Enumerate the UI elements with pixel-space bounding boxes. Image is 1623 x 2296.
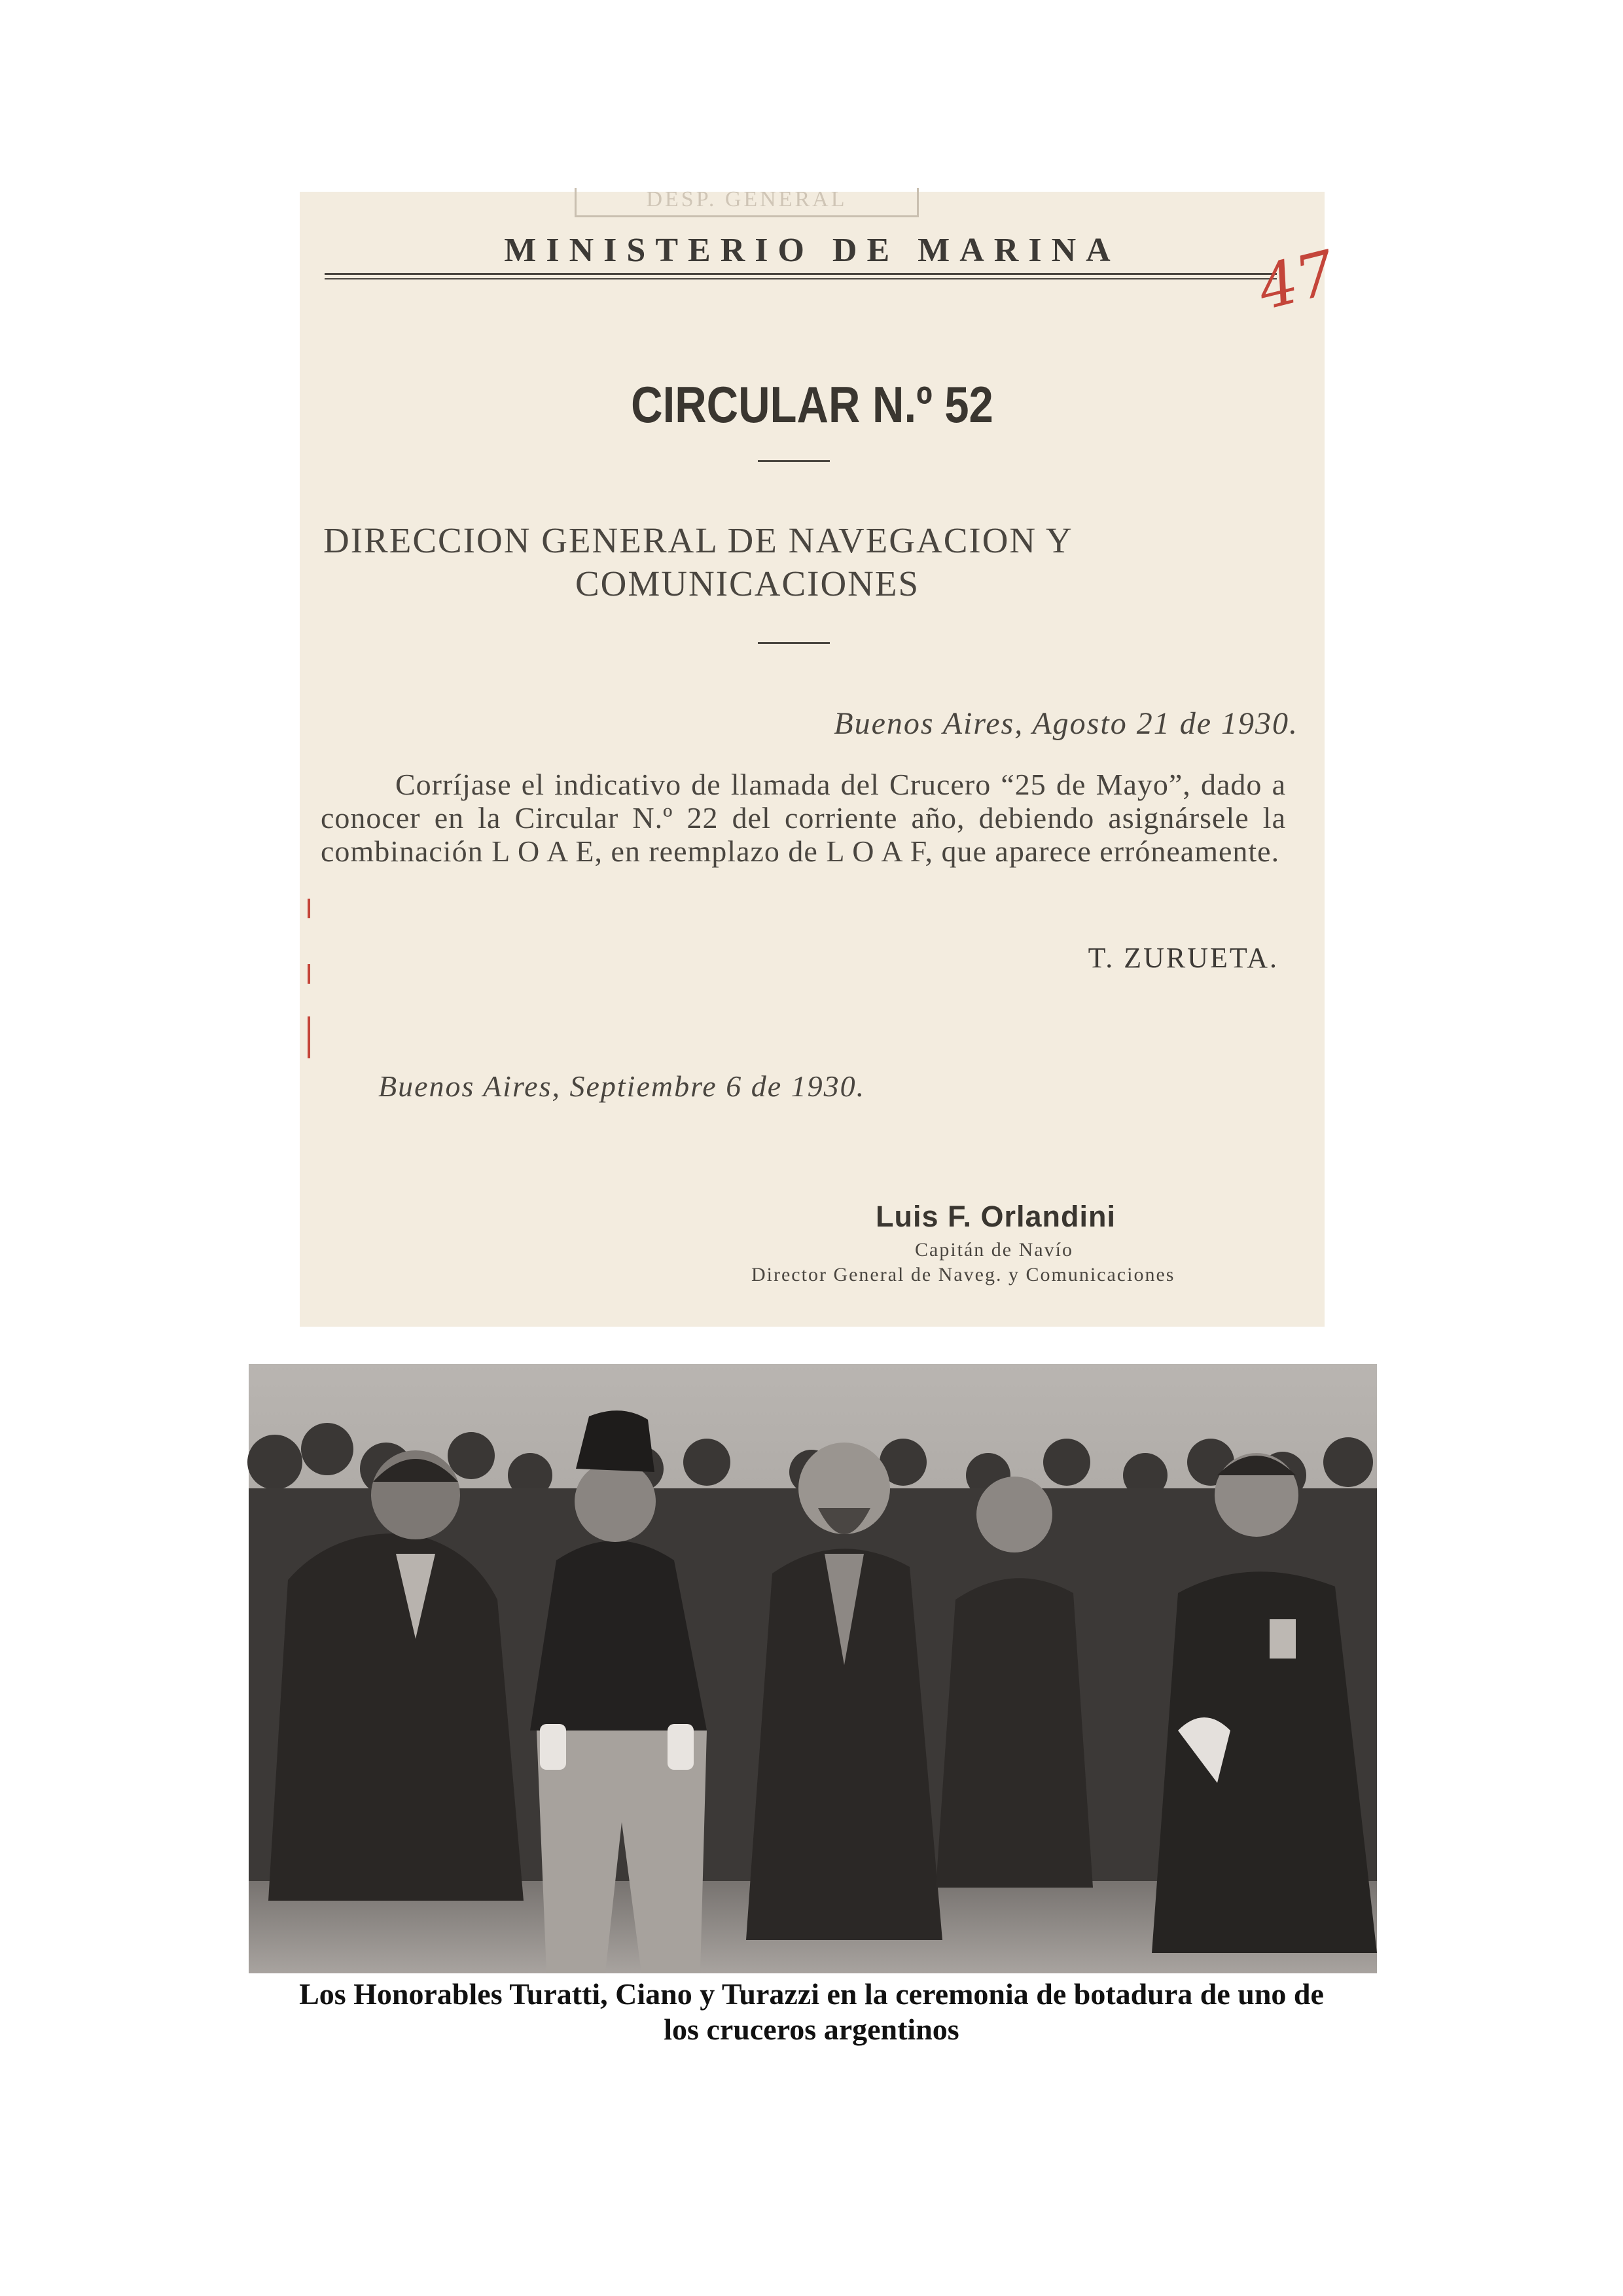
red-margin-mark	[308, 1016, 310, 1058]
separator-dash	[758, 642, 830, 644]
ceremony-photograph	[249, 1364, 1377, 1973]
signature-zurueta: T. ZURUETA.	[1088, 942, 1279, 974]
caption-line-1: Los Honorables Turatti, Ciano y Turazzi en la ceremonia de botadura de uno de	[299, 1977, 1324, 2011]
signer-rank: Capitán de Navío	[915, 1239, 1073, 1261]
handwritten-page-number: 47	[1251, 237, 1343, 324]
received-stamp: DESP. GENERAL	[575, 188, 919, 217]
red-margin-mark	[308, 899, 310, 918]
header-rule-thin	[325, 278, 1277, 279]
separator-dash	[758, 460, 830, 462]
photo-caption	[196, 1977, 1427, 2047]
signer-position: Director General de Naveg. y Comunicaciones	[751, 1264, 1175, 1285]
direction-line-2: COMUNICACIONES	[575, 564, 920, 603]
red-margin-mark	[308, 964, 310, 984]
signer-name: Luis F. Orlandini	[876, 1200, 1116, 1233]
issuing-direction	[323, 519, 1279, 605]
photo-illustration	[249, 1364, 1377, 1973]
circular-body: Corríjase el indicativo de llamada del Crucero “25 de Mayo”, dado a conocer en la Circular N.º 22 del corriente año, debiendo asignársele la combinación L O A E, en reemplazo de L O A F, que aparece erróneamente.	[321, 768, 1286, 868]
date-first: Buenos Aires, Agosto 21 de 1930.	[834, 706, 1298, 741]
direction-line-1: DIRECCION GENERAL DE NAVEGACION Y	[323, 520, 1073, 560]
scanned-circular	[300, 187, 1343, 1327]
caption-line-2: los cruceros argentinos	[664, 2013, 959, 2046]
header-rule	[325, 273, 1277, 275]
ministry-heading: MINISTERIO DE MARINA	[504, 232, 1120, 269]
circular-title: CIRCULAR N.º 52	[631, 376, 993, 433]
date-second: Buenos Aires, Septiembre 6 de 1930.	[378, 1069, 866, 1103]
